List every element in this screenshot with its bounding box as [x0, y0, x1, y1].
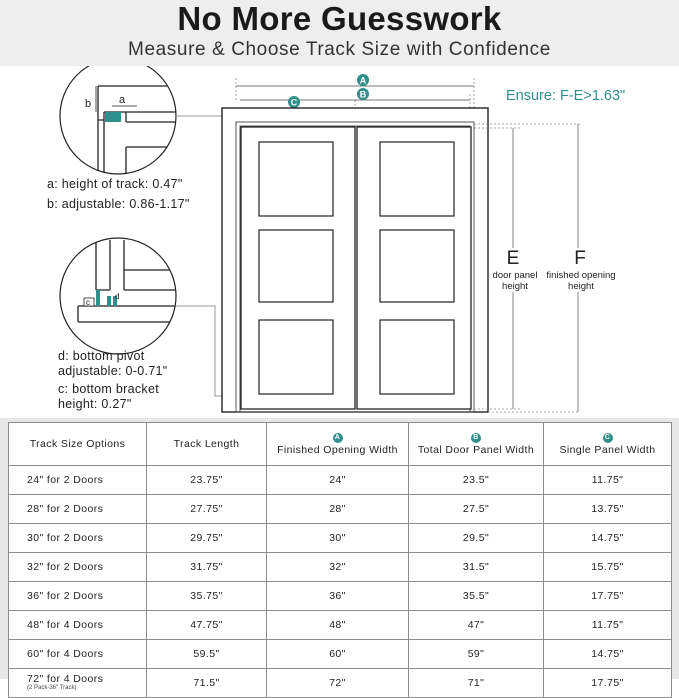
header-single-panel: C Single Panel Width — [544, 423, 672, 466]
table-row: 28" for 2 Doors 27.75" 28" 27.5" 13.75" — [9, 495, 672, 524]
ensure-note: Ensure: F-E>1.63" — [506, 88, 626, 104]
note-track-height: a: height of track: 0.47" — [47, 177, 183, 191]
dim-letter-b: b — [85, 98, 92, 110]
header-track-size-options: Track Size Options — [9, 423, 147, 466]
e-label-line1: door panel — [492, 270, 538, 281]
marker-a-icon: A — [333, 433, 343, 443]
table-header-row — [9, 423, 672, 466]
f-label-line1: finished opening — [546, 270, 616, 281]
header-track-length: Track Length — [147, 423, 267, 466]
table-row: 72" for 4 Doors (2 Pack-36" Track) 71.5" 72" 71" 17.75" — [9, 669, 672, 698]
f-label-line2: height — [568, 281, 594, 292]
dim-letter-c: c — [86, 298, 90, 307]
table-row: 36" for 2 Doors 35.75" 36" 35.5" 17.75" — [9, 582, 672, 611]
page-subtitle: Measure & Choose Track Size with Confidence — [128, 39, 551, 60]
height-dimensions — [474, 124, 616, 412]
svg-text:A: A — [359, 75, 367, 86]
svg-text:C: C — [290, 97, 298, 108]
note-pivot-adjustable: adjustable: 0-0.71" — [58, 364, 168, 378]
svg-text:B: B — [359, 89, 367, 100]
track-detail-callout — [60, 66, 200, 190]
pivot-detail-callout — [60, 238, 200, 354]
left-door-panel — [241, 127, 355, 409]
header-banner — [0, 0, 679, 66]
note-bottom-pivot: d: bottom pivot — [58, 349, 145, 363]
dim-letter-a: a — [119, 94, 126, 106]
header-total-door-panel: B Total Door Panel Width — [409, 423, 544, 466]
note-bracket-height: height: 0.27" — [58, 397, 132, 411]
page-title: No More Guesswork — [177, 0, 502, 37]
table-row: 32" for 2 Doors 31.75" 32" 31.5" 15.75" — [9, 553, 672, 582]
dim-letter-d: d — [115, 292, 120, 301]
header-finished-opening: A Finished Opening Width — [267, 423, 409, 466]
table-row: 48" for 4 Doors 47.75" 48" 47" 11.75" — [9, 611, 672, 640]
track-size-table — [8, 422, 672, 698]
track-size-table-section — [0, 418, 679, 691]
row-note: (2 Pack-36" Track) — [27, 685, 77, 691]
marker-c-icon: C — [603, 433, 613, 443]
f-letter: F — [574, 248, 586, 269]
marker-b-icon: B — [471, 433, 481, 443]
e-label-line2: height — [502, 281, 528, 292]
table-row: 30" for 2 Doors 29.75" 30" 29.5" 14.75" — [9, 524, 672, 553]
note-adjustable: b: adjustable: 0.86-1.17" — [47, 197, 190, 211]
table-row: 24" for 2 Doors 23.75" 24" 23.5" 11.75" — [9, 466, 672, 495]
table-row: 60" for 4 Doors 59.5" 60" 59" 14.75" — [9, 640, 672, 669]
double-door-drawing — [222, 108, 488, 412]
note-bottom-bracket: c: bottom bracket — [58, 382, 159, 396]
track-highlight — [105, 112, 121, 122]
e-letter: E — [506, 248, 520, 269]
